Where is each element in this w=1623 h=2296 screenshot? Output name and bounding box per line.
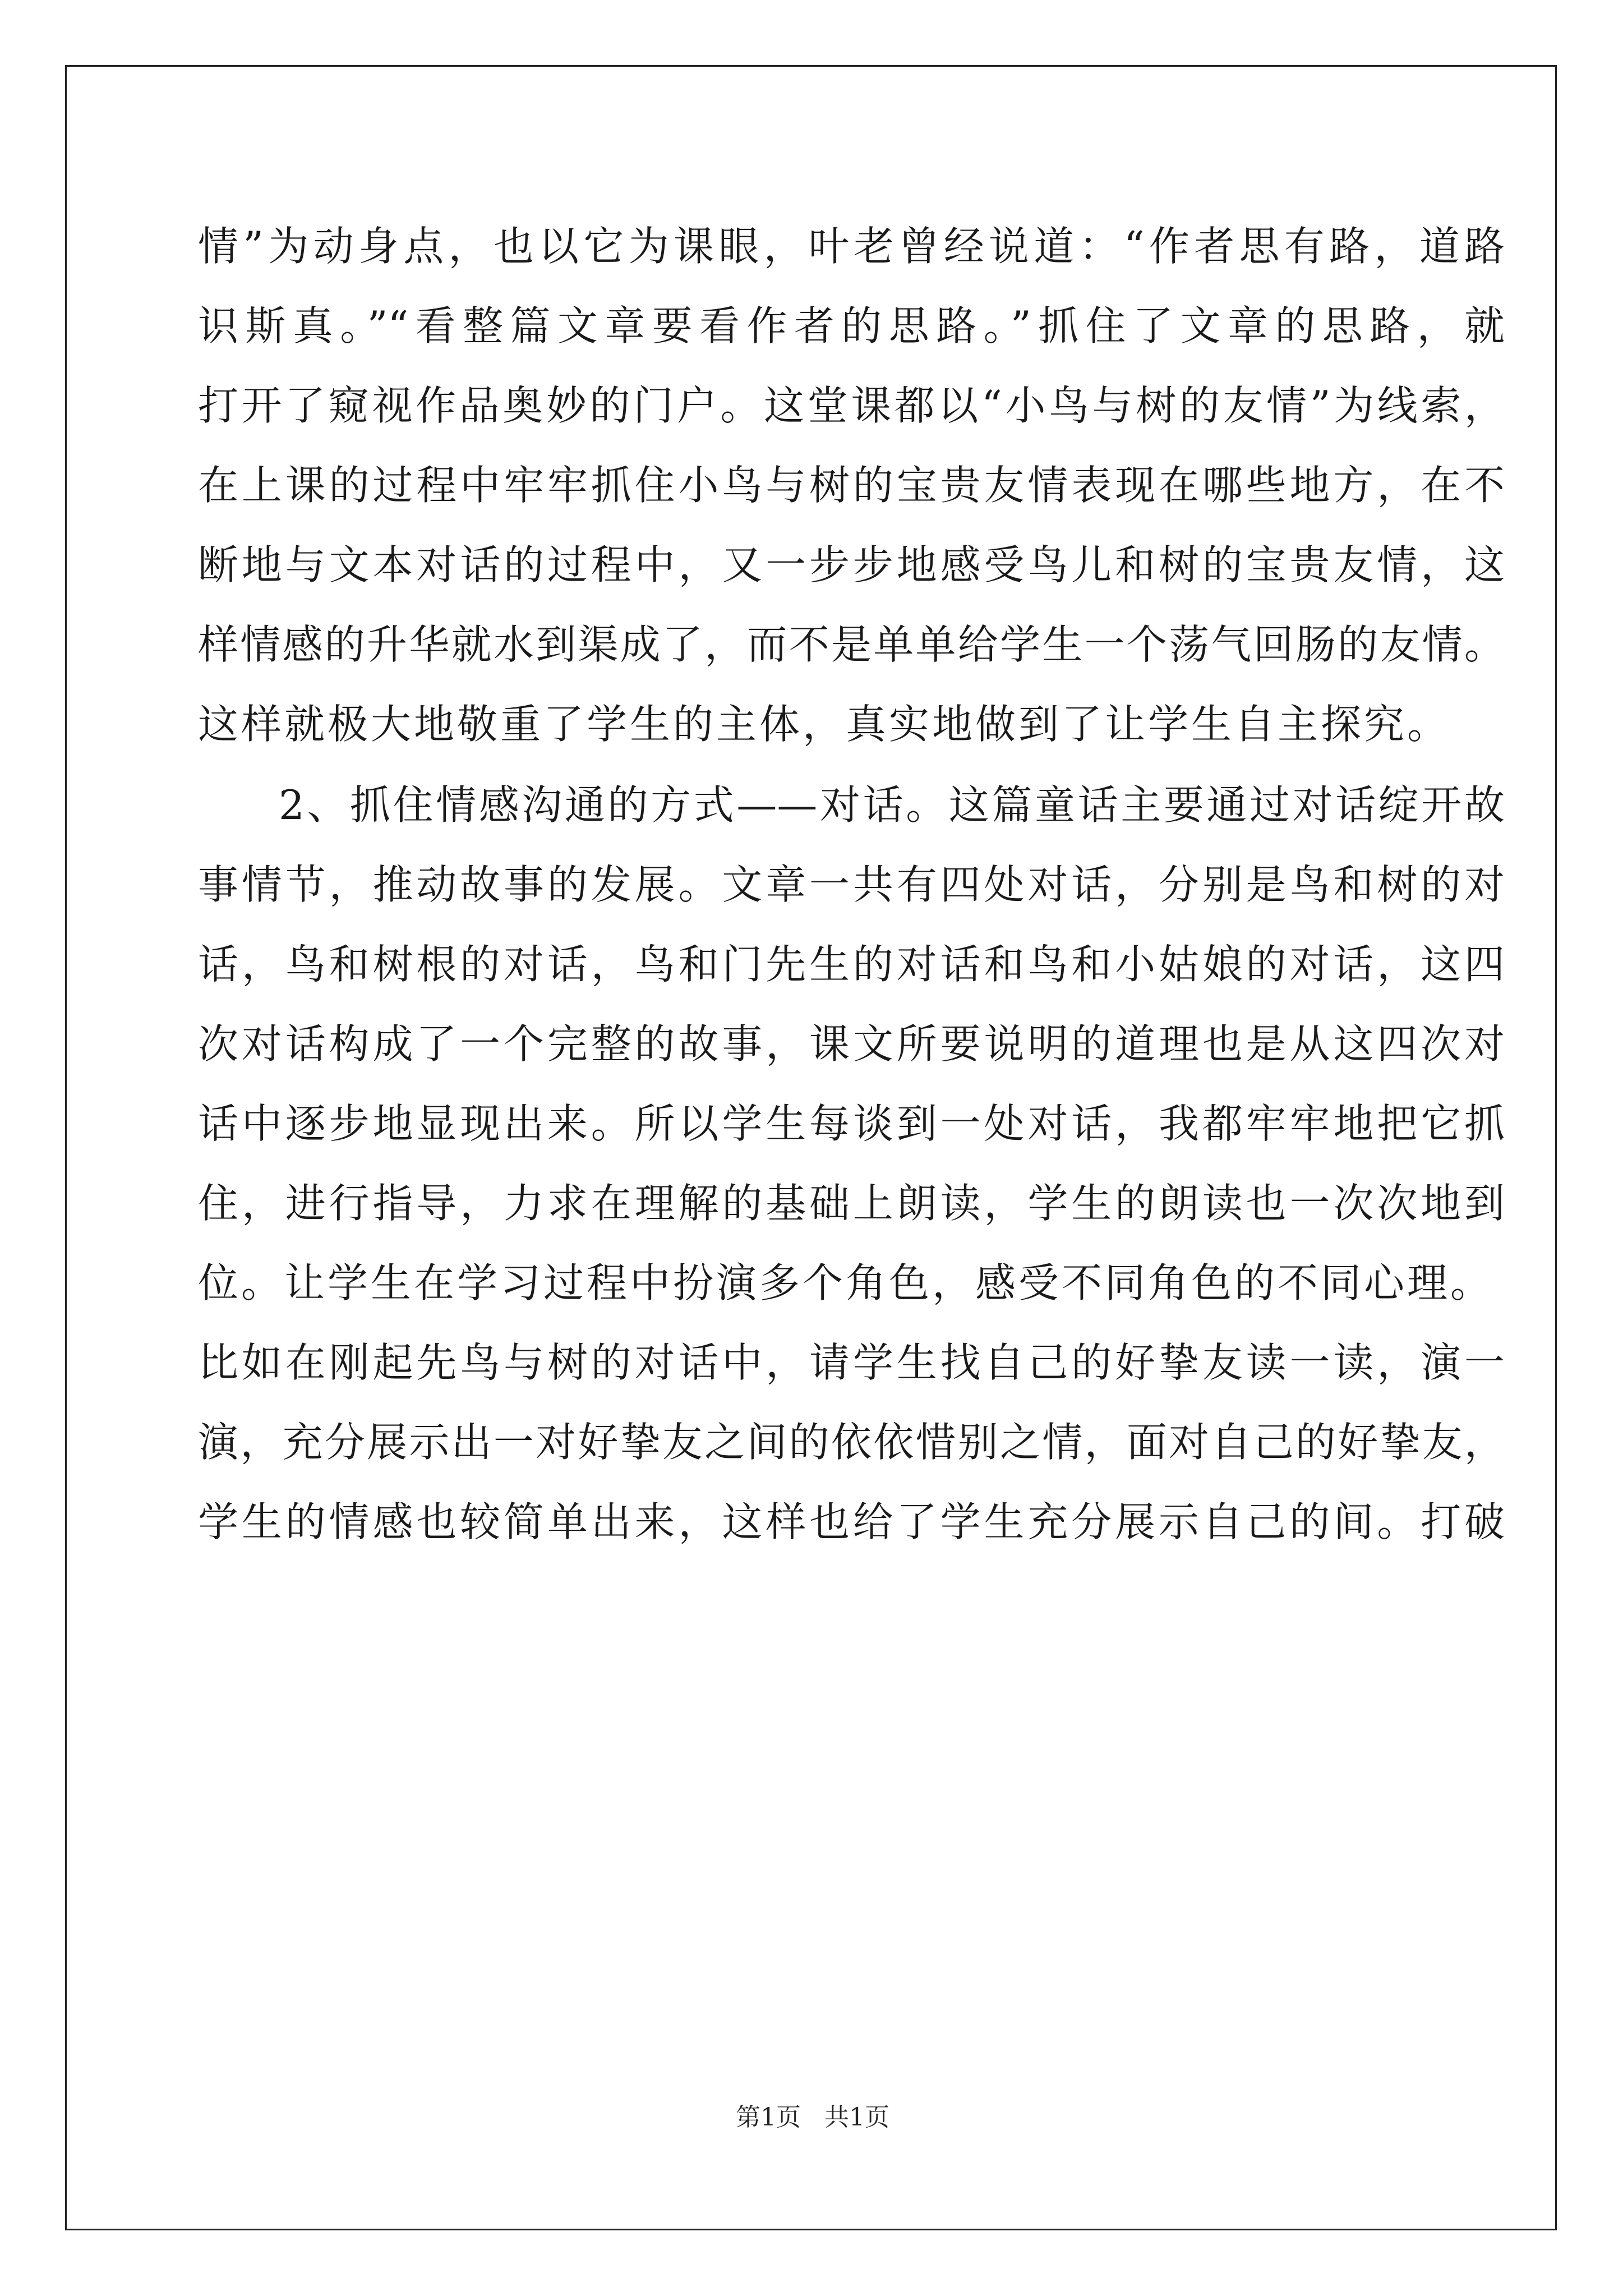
page-number-footer: 第1页 共1页	[736, 2103, 889, 2132]
text-line: 打开了窥视作品奥妙的门户。这堂课都以“小鸟与树的友情”为线索，	[198, 382, 1505, 429]
text-line: 位。让学生在学习过程中扮演多个角色，感受不同角色的不同心理。	[198, 1259, 1494, 1306]
text-line: 住，进行指导，力求在理解的基础上朗读，学生的朗读也一次次地到	[198, 1180, 1505, 1227]
text-line: 识斯真。”“看整篇文章要看作者的思路。”抓住了文章的思路，就	[198, 302, 1505, 349]
text-line: 样情感的升华就水到渠成了，而不是单单给学生一个荡气回肠的友情。	[198, 621, 1505, 668]
text-line: 这样就极大地敬重了学生的主体，真实地做到了让学生自主探究。	[198, 701, 1451, 748]
document-body	[198, 67, 1505, 2232]
text-line: 学生的情感也较简单出来，这样也给了学生充分展示自己的间。打破	[198, 1498, 1505, 1545]
text-line: 话，鸟和树根的对话，鸟和门先生的对话和鸟和小姑娘的对话，这四	[198, 941, 1505, 988]
paragraph-first-line: 2、抓住情感沟通的方式——对话。这篇童话主要通过对话绽开故	[279, 781, 1505, 829]
text-line: 演，充分展示出一对好挚友之间的依依惜别之情，面对自己的好挚友，	[198, 1419, 1505, 1466]
text-line: 断地与文本对话的过程中，又一步步地感受鸟儿和树的宝贵友情，这	[198, 541, 1505, 588]
text-line: 在上课的过程中牢牢抓住小鸟与树的宝贵友情表现在哪些地方，在不	[198, 462, 1505, 509]
text-line: 比如在刚起先鸟与树的对话中，请学生找自己的好挚友读一读，演一	[198, 1339, 1505, 1386]
text-line: 话中逐步地显现出来。所以学生每谈到一处对话，我都牢牢地把它抓	[198, 1100, 1505, 1147]
text-line: 事情节，推动故事的发展。文章一共有四处对话，分别是鸟和树的对	[198, 861, 1505, 908]
text-line: 情”为动身点，也以它为课眼，叶老曾经说道：“作者思有路，道路	[198, 223, 1505, 270]
text-line: 次对话构成了一个完整的故事，课文所要说明的道理也是从这四次对	[198, 1020, 1505, 1068]
page-frame	[65, 65, 1557, 2230]
